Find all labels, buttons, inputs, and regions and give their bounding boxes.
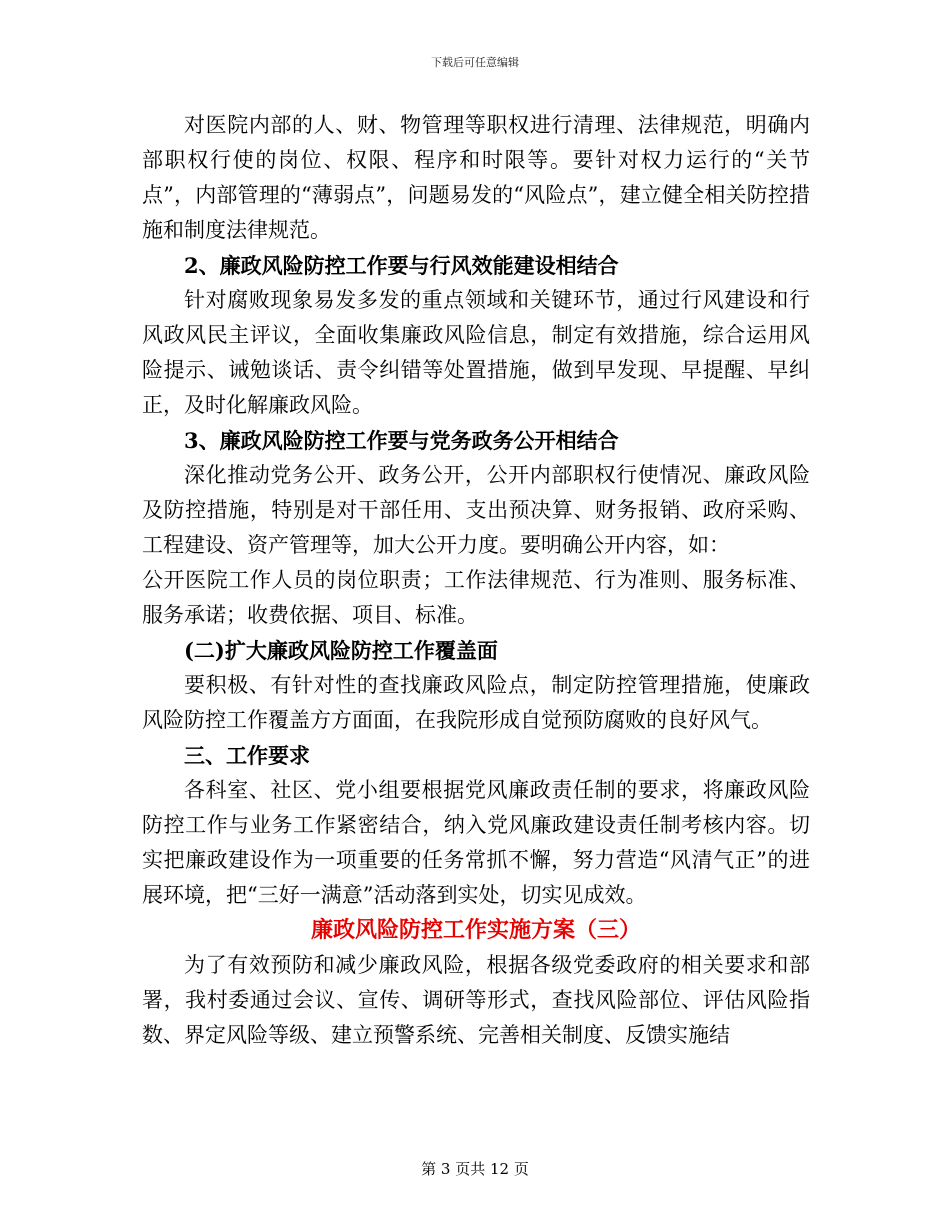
paragraph-authority-cleanup: 对医院内部的人、财、物管理等职权进行清理、法律规范，明确内部职权行使的岗位、权限、程序和时限等。要针对权力运行的“关节点”，内部管理的“薄弱点”，问题易发的“风险点”，建立健全相关防控措施和制度法律规范。 <box>142 113 810 242</box>
heading-affairs-disclosure: 3、廉政风险防控工作要与党务政务公开相结合 <box>184 428 619 453</box>
paragraph-expand-coverage: 要积极、有针对性的查找廉政风险点，制定防控管理措施，使廉政风险防控工作覆盖方方面面，在我院形成自觉预防腐败的良好风气。 <box>142 673 810 732</box>
paragraph-work-requirements: 各科室、社区、党小组要根据党风廉政责任制的要求，将廉政风险防控工作与业务工作紧密结合，纳入党风廉政建设责任制考核内容。切实把廉政建设作为一项重要的任务常抓不懈，努力营造“风清气正”的进展环境，把“三好一满意”活动落到实处，切实见成效。 <box>142 778 810 907</box>
paragraph-disclosure-items: 公开医院工作人员的岗位职责；工作法律规范、行为准则、服务标准、服务承诺；收费依据、项目、标准。 <box>142 568 810 627</box>
paragraph-affairs-disclosure: 深化推动党务公开、政务公开，公开内部职权行使情况、廉政风险及防控措施，特别是对干部任用、支出预决算、财务报销、政府采购、工程建设、资产管理等，加大公开力度。要明确公开内容，如： <box>142 463 810 557</box>
paragraph-style-efficiency: 针对腐败现象易发多发的重点领域和关键环节，通过行风建设和行风政风民主评议，全面收集廉政风险信息，制定有效措施，综合运用风险提示、诫勉谈话、责令纠错等处置措施，做到早发现、早提醒、早纠正，及时化解廉政风险。 <box>142 288 810 417</box>
page-footer: 第 3 页共 12 页 <box>421 1160 529 1178</box>
paragraph-plan-intro: 为了有效预防和减少廉政风险，根据各级党委政府的相关要求和部署，我村委通过会议、宣传、调研等形式，查找风险部位、评估风险指数、界定风险等级、建立预警系统、完善相关制度、反馈实施结 <box>142 953 810 1047</box>
heading-style-efficiency: 2、廉政风险防控工作要与行风效能建设相结合 <box>184 253 619 278</box>
heading-work-requirements: 三、工作要求 <box>184 743 310 768</box>
heading-expand-coverage: (二)扩大廉政风险防控工作覆盖面 <box>184 638 498 663</box>
section-title-plan-three: 廉政风险防控工作实施方案（三） <box>310 917 641 943</box>
document-body <box>142 108 810 1053</box>
page-header: 下载后可任意编辑 <box>431 56 519 69</box>
